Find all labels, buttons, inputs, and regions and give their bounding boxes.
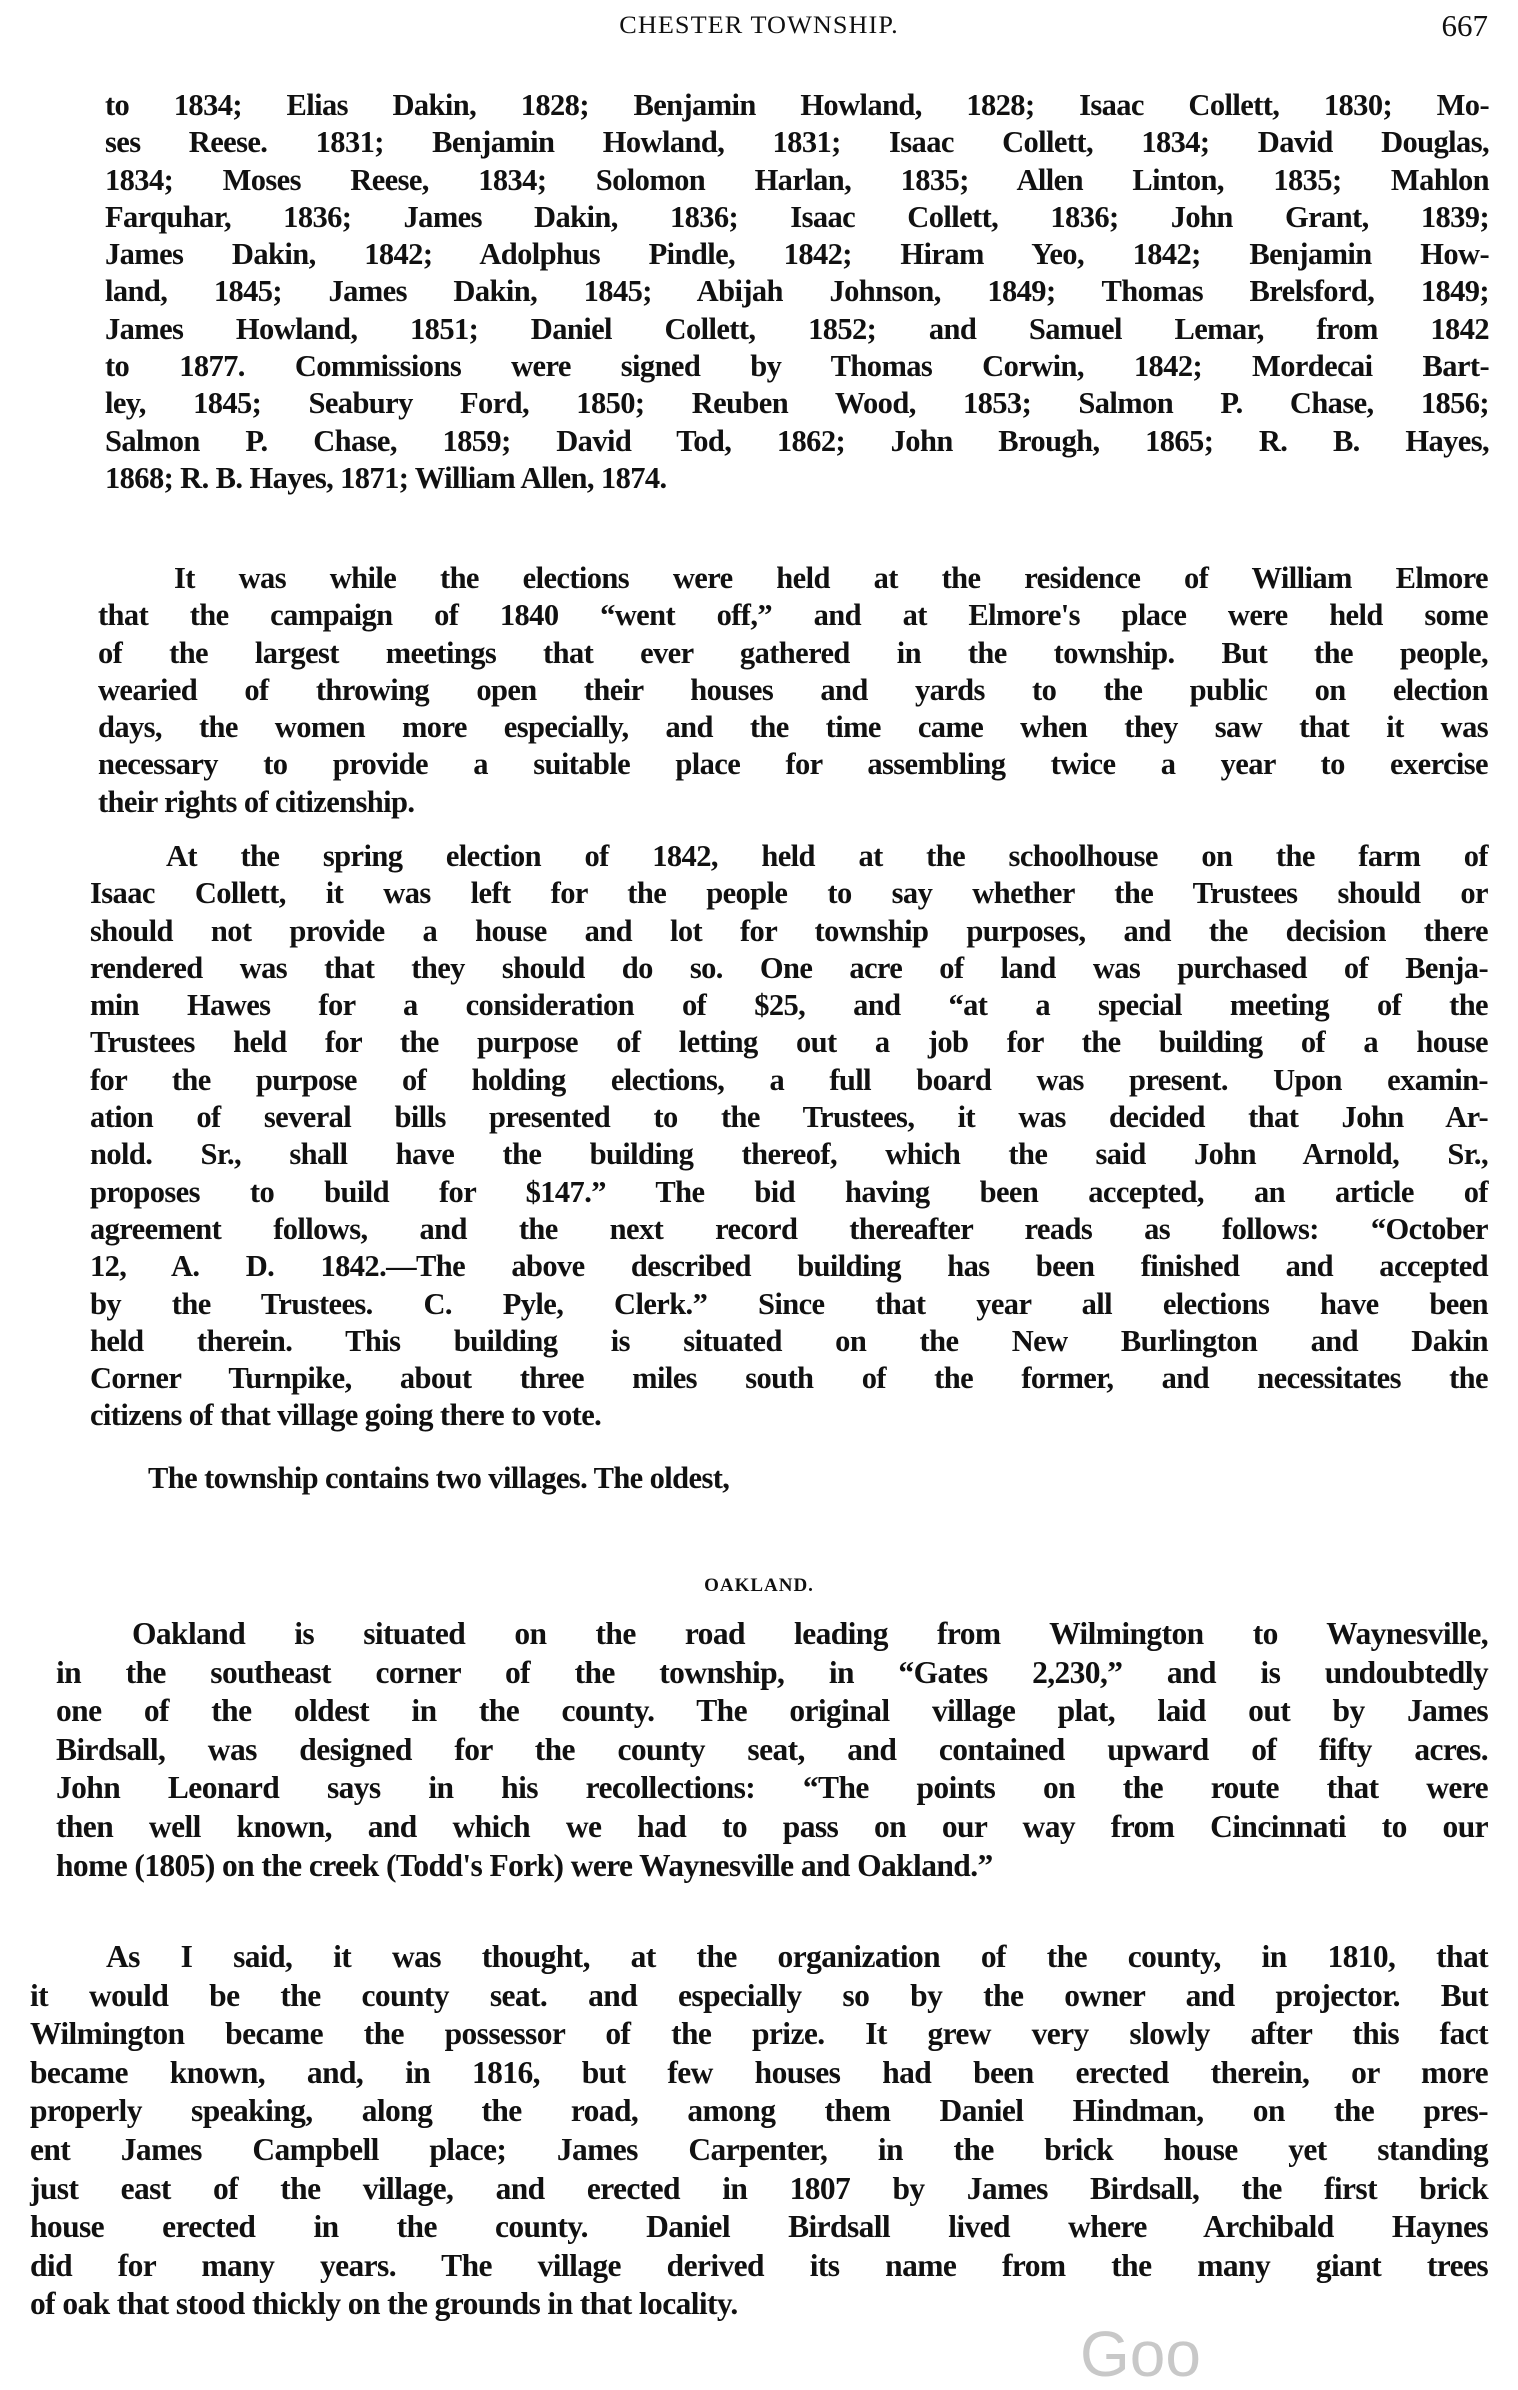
page-number: 667 <box>1441 8 1488 43</box>
text-line: one of the oldest in the county. The original village plat, laid out by James <box>56 1693 1488 1729</box>
text-line: agreement follows, and the next record thereafter reads as follows: “October <box>90 1211 1488 1246</box>
section-heading-oakland: OAKLAND. <box>704 1575 814 1596</box>
text-line: it would be the county seat. and especially so by the owner and projector. But <box>30 1977 1488 2013</box>
text-line: home (1805) on the creek (Todd's Fork) were Waynesville and Oakland.” <box>56 1847 993 1883</box>
text-line: wearied of throwing open their houses and yards to the public on election <box>98 672 1488 707</box>
paragraph-oakland-history <box>30 1938 1488 2324</box>
text-line: house erected in the county. Daniel Birdsall lived where Archibald Haynes <box>30 2209 1488 2245</box>
text-line: Birdsall, was designed for the county seat, and contained upward of fifty acres. <box>56 1731 1488 1767</box>
text-line: just east of the village, and erected in 1807 by James Birdsall, the first brick <box>30 2170 1488 2206</box>
text-line: then well known, and which we had to pass on our way from Cincinnati to our <box>56 1808 1488 1844</box>
text-line: held therein. This building is situated on the New Burlington and Dakin <box>90 1323 1488 1358</box>
text-line: nold. Sr., shall have the building thereof, which the said John Arnold, Sr., <box>90 1137 1488 1172</box>
text-line: At the spring election of 1842, held at the schoolhouse on the farm of <box>166 839 1488 873</box>
text-line: necessary to provide a suitable place for assembling twice a year to exercise <box>98 747 1488 782</box>
text-line: became known, and, in 1816, but few houses had been erected therein, or more <box>30 2054 1488 2090</box>
text-line: rendered was that they should do so. One acre of land was purchased of Benja- <box>90 950 1488 985</box>
text-line: Wilmington became the possessor of the prize. It grew very slowly after this fact <box>30 2016 1488 2052</box>
text-line: citizens of that village going there to vote. <box>90 1398 602 1433</box>
text-line: to 1834; Elias Dakin, 1828; Benjamin Howland, 1828; Isaac Collett, 1830; Mo- <box>105 88 1489 122</box>
text-line: John Leonard says in his recollections: “The points on the route that were <box>56 1770 1488 1806</box>
text-line: Corner Turnpike, about three miles south of the former, and necessitates the <box>90 1361 1488 1396</box>
text-line: days, the women more especially, and the time came when they saw that it was <box>98 710 1488 745</box>
text-line: ent James Campbell place; James Carpenter, in the brick house yet standing <box>30 2131 1488 2167</box>
text-line: by the Trustees. C. Pyle, Clerk.” Since that year all elections have been <box>90 1286 1488 1321</box>
text-line: of oak that stood thickly on the grounds in that locality. <box>30 2286 738 2322</box>
text-line: in the southeast corner of the township, in “Gates 2,230,” and is undoubtedly <box>56 1654 1488 1690</box>
text-line: land, 1845; James Dakin, 1845; Abijah Johnson, 1849; Thomas Brelsford, 1849; <box>105 274 1489 309</box>
text-line: should not provide a house and lot for township purposes, and the decision there <box>90 913 1488 948</box>
text-line: James Howland, 1851; Daniel Collett, 1852; and Samuel Lemar, from 1842 <box>105 311 1489 346</box>
text-line: proposes to build for $147.” The bid having been accepted, an article of <box>90 1174 1488 1209</box>
text-line: 12, A. D. 1842.—The above described building has been finished and accepted <box>90 1249 1488 1284</box>
text-line: Trustees held for the purpose of letting out a job for the building of a house <box>90 1025 1488 1060</box>
watermark: Goo <box>1080 2318 1201 2390</box>
text-line: ation of several bills presented to the Trustees, it was decided that John Ar- <box>90 1100 1488 1135</box>
paragraph-elmore-campaign <box>98 560 1488 821</box>
text-line: for the purpose of holding elections, a full board was present. Upon examin- <box>90 1062 1488 1097</box>
text-line: 1834; Moses Reese, 1834; Solomon Harlan, 1835; Allen Linton, 1835; Mahlon <box>105 162 1489 197</box>
text-line: their rights of citizenship. <box>98 784 415 819</box>
text-line: ley, 1845; Seabury Ford, 1850; Reuben Wood, 1853; Salmon P. Chase, 1856; <box>105 386 1489 421</box>
text-line: 1868; R. B. Hayes, 1871; William Allen, 1874. <box>105 460 667 495</box>
text-line: to 1877. Commissions were signed by Thomas Corwin, 1842; Mordecai Bart- <box>105 349 1489 384</box>
text-line: that the campaign of 1840 “went off,” and at Elmore's place were held some <box>98 598 1488 633</box>
text-line: of the largest meetings that ever gathered in the township. But the people, <box>98 635 1488 670</box>
paragraph-officials-list <box>105 87 1489 497</box>
text-line: The township contains two villages. The oldest, <box>148 1461 730 1495</box>
text-line: As I said, it was thought, at the organization of the county, in 1810, that <box>106 1939 1488 1974</box>
paragraph-two-villages <box>72 1460 1488 1497</box>
text-line: did for many years. The village derived its name from the many giant trees <box>30 2247 1488 2283</box>
text-line: Oakland is situated on the road leading from Wilmington to Waynesville, <box>132 1616 1488 1651</box>
paragraph-oakland-intro <box>56 1615 1488 1885</box>
text-line: It was while the elections were held at the residence of William Elmore <box>174 561 1488 595</box>
text-line: Isaac Collett, it was left for the people to say whether the Trustees should or <box>90 876 1488 911</box>
text-line: ses Reese. 1831; Benjamin Howland, 1831; Isaac Collett, 1834; David Douglas, <box>105 125 1489 160</box>
running-head <box>0 8 1518 52</box>
paragraph-spring-election <box>90 838 1488 1435</box>
text-line: min Hawes for a consideration of $25, and “at a special meeting of the <box>90 988 1488 1023</box>
text-line: properly speaking, along the road, among them Daniel Hindman, on the pres- <box>30 2093 1488 2129</box>
text-line: James Dakin, 1842; Adolphus Pindle, 1842; Hiram Yeo, 1842; Benjamin How- <box>105 237 1489 272</box>
text-line: Farquhar, 1836; James Dakin, 1836; Isaac Collett, 1836; John Grant, 1839; <box>105 199 1489 234</box>
running-title: CHESTER TOWNSHIP. <box>619 12 899 39</box>
text-line: Salmon P. Chase, 1859; David Tod, 1862; John Brough, 1865; R. B. Hayes, <box>105 423 1489 458</box>
